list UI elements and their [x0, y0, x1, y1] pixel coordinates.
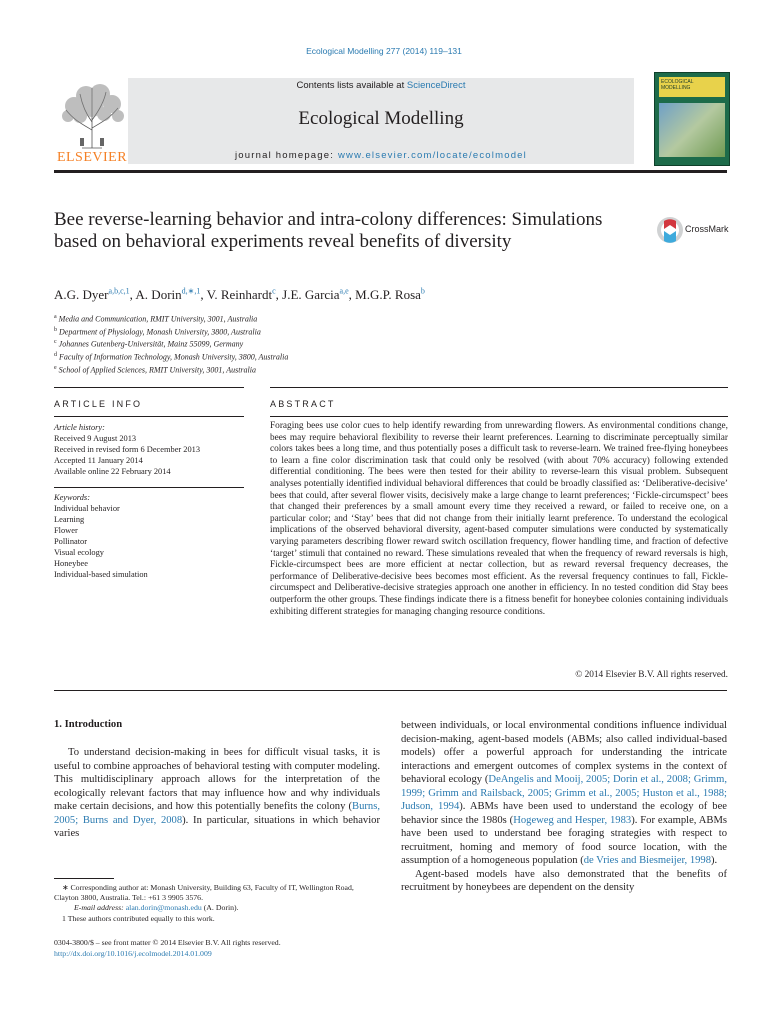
author[interactable]: V. Reinhardt$^c$,	[206, 287, 283, 303]
article-info-heading: ARTICLE INFO	[54, 399, 143, 409]
keyword: Pollinator	[54, 537, 88, 546]
intro-left-column	[54, 746, 380, 841]
issn-line: 0304-3800/$ – see front matter © 2014 Elsevier B.V. All rights reserved.	[54, 938, 281, 947]
keyword: Individual-based simulation	[54, 570, 148, 579]
journal-homepage-line	[128, 150, 634, 161]
keyword: Individual behavior	[54, 504, 120, 513]
bottom-info	[54, 937, 380, 959]
author[interactable]: M.G.P. Rosa$^b$	[355, 287, 425, 303]
abstract-copyright: © 2014 Elsevier B.V. All rights reserved.	[575, 670, 728, 680]
header-rule	[54, 170, 727, 173]
abstract-end-rule	[54, 690, 727, 691]
history-item: Received 9 August 2013	[54, 434, 137, 443]
keyword: Visual ecology	[54, 548, 104, 557]
intro-right-column	[401, 719, 727, 895]
email-note: E-mail address: alan.dorin@monash.edu (A. Dorin).	[74, 903, 239, 913]
citation-link[interactable]: DeAngelis and Mooij, 2005; Dorin et al., 2008; Grimm, 1999; Grimm and Railsback, 2005; Grimm et al., 2005; Huston et al., 1988; Judson, 1994	[401, 774, 727, 812]
article-title: Bee reverse-learning behavior and intra-colony differences: Simulations based on behavioral experiments reveal benefits of diversity	[54, 209, 603, 252]
abstract-rule	[270, 387, 728, 388]
citation-link[interactable]: Burns, 2005; Burns and Dyer, 2008	[54, 801, 380, 826]
affiliation-item: $^e$ School of Applied Sciences, RMIT University, 3001, Australia	[54, 364, 256, 375]
intro-paragraph: between individuals, or local environmental conditions influence individual decision-making, agent-based models (ABMs; also called individual-based models) offer a powerful approach for understanding the intricate interactions and emergent outcomes of complex systems in the context of behavioral ecology (DeAngelis and Mooij, 2005; Dorin et al., 2008; Grimm, 1999; Grimm and Railsback, 2005; Grimm et al., 2005; Huston et al., 1988; Judson, 1994). ABMs have been used to understand the ecology of bee behavior since the 1980s (Hogeweg and Hesper, 1983). For example, ABMs have been used to understand bee foraging strategies with respect to recruitment, homing and memory of food source location, with the assumption of a homogeneous population (de Vries and Biesmeijer, 1998).	[401, 720, 727, 866]
affiliation-item: $^b$ Department of Physiology, Monash University, 3800, Australia	[54, 326, 261, 337]
author-list	[54, 287, 654, 303]
crossmark-icon	[655, 215, 685, 245]
keywords-divider	[54, 487, 244, 488]
article-info-block	[54, 422, 244, 580]
history-item: Available online 22 February 2014	[54, 467, 171, 476]
corresponding-author-note: ∗ Corresponding author at: Monash University, Building 63, Faculty of IT, Wellington Road, Clayton 3800, Australia. Tel.: +61 3 9905 3576.	[54, 883, 354, 903]
crossmark-label: CrossMark	[685, 224, 729, 234]
keyword: Learning	[54, 515, 85, 524]
affiliation-list	[54, 312, 654, 375]
citation-link[interactable]: Hogeweg and Hesper, 1983	[513, 814, 632, 826]
email-link[interactable]: alan.dorin@monash.edu	[125, 903, 202, 913]
footnotes	[54, 883, 380, 924]
author[interactable]: A.G. Dyer$^{a,b,c,1}$,	[54, 287, 136, 303]
intro-paragraph: Agent-based models have also demonstrated that the benefits of recruitment by honeybees are dependent on the density	[401, 868, 727, 893]
sciencedirect-link[interactable]: ScienceDirect	[406, 80, 466, 91]
affiliation-item: $^a$ Media and Communication, RMIT University, 3001, Australia	[54, 314, 258, 324]
contents-line	[128, 80, 634, 91]
journal-title: Ecological Modelling	[298, 108, 464, 129]
equal-contribution-note: 1 These authors contributed equally to this work.	[62, 913, 215, 923]
author[interactable]: A. Dorin$^{d,∗,1}$,	[135, 287, 207, 303]
citation-link[interactable]: de Vries and Biesmeijer, 1998	[583, 855, 712, 866]
doi-link[interactable]: http://dx.doi.org/10.1016/j.ecolmodel.2014.01.009	[54, 949, 212, 958]
article-info-rule	[54, 387, 244, 388]
footnote-rule	[54, 878, 114, 879]
abstract-heading: ABSTRACT	[270, 399, 336, 409]
affiliation-item: $^c$ Johannes Gutenberg-Universität, Mainz 55099, Germany	[54, 339, 244, 349]
keywords-label: Keywords:	[54, 493, 90, 502]
journal-citation[interactable]: Ecological Modelling 277 (2014) 119–131	[306, 46, 462, 56]
history-label: Article history:	[54, 423, 105, 432]
intro-paragraph: To understand decision-making in bees for difficult visual tasks, it is useful to combine approaches of behavioral testing with computer modeling. This multidisciplinary approach allows for the interpretation of the ecologically relevant factors that may influence how and why individuals make certain decisions, and how this potentially benefits the colony (Burns, 2005; Burns and Dyer, 2008). In particular, situations in which behavior varies	[54, 747, 380, 839]
history-item: Received in revised form 6 December 2013	[54, 445, 201, 454]
cover-title: ECOLOGICAL MODELLING	[661, 79, 694, 91]
keyword: Flower	[54, 526, 78, 535]
history-item: Accepted 11 January 2014	[54, 456, 143, 465]
section-heading-introduction: 1. Introduction	[54, 719, 123, 730]
abstract-text: Foraging bees use color cues to help identify rewarding from unrewarding flowers. As environmental conditions change, bees may require behavioral flexibility to reverse their learnt preferences. Learning to discriminate perceptually similar colors takes bees a long time, and thus potentially poses a difficult task to reverse-learn. We trained free-flying honeybees to learn a fine color discrimination task that could only be resolved (with about 70% accuracy) following extended differential conditioning. The bees were then tested for their ability to reverse-learn this visual problem. Subsequent analyses potentially identified individual behavioral differences that could be broadly classified as: ‘Deliberative-decisive’ bees that could, after several flower visits, decisively make a large change to learnt preferences; ‘Fickle-circumspect’ bees that changed their preferences by a small amount every time they received a reward, or failed to receive one, on a particular color; and ‘Stay’ bees that did not change from their initially learnt preference. To understand the ecological implications of the observed behavioral diversity, agent-based computer simulations were conducted by systematically varying parameters describing flower reward switch oscillation frequency, flower handling time, and fraction of defective ‘target’ stimuli that contained no reward. These simulations revealed that when the frequency of reward reversals is high, Fickle-circumspect bees are more efficient at nectar collection, but as reward reversal frequency decreases, the performance of Deliberative-decisive bees becomes most efficient. As the reversal frequency continues to fall, Fickle-circumspect and Deliberative-decisive strategies approach one another in efficiency. In no tested condition did Stay bees outperform the other groups. These findings indicate there is a fitness benefit for honeybee colonies containing individuals exhibiting different strategies for managing changing resource conditions.	[270, 421, 728, 617]
author[interactable]: J.E. Garcia$^{a,e}$,	[282, 287, 356, 303]
keyword: Honeybee	[54, 559, 88, 568]
crossmark-badge[interactable]	[655, 215, 735, 245]
journal-cover-thumbnail[interactable]	[654, 72, 730, 166]
elsevier-wordmark: ELSEVIER	[56, 150, 128, 165]
contents-prefix: Contents lists available at	[296, 80, 405, 91]
homepage-link[interactable]: www.elsevier.com/locate/ecolmodel	[337, 150, 527, 161]
homepage-label: journal homepage:	[235, 150, 335, 161]
affiliation-item: $^d$ Faculty of Information Technology, Monash University, 3800, Australia	[54, 351, 289, 362]
abstract-rule-2	[270, 416, 728, 417]
article-info-rule-2	[54, 416, 244, 417]
cover-image	[659, 103, 725, 157]
